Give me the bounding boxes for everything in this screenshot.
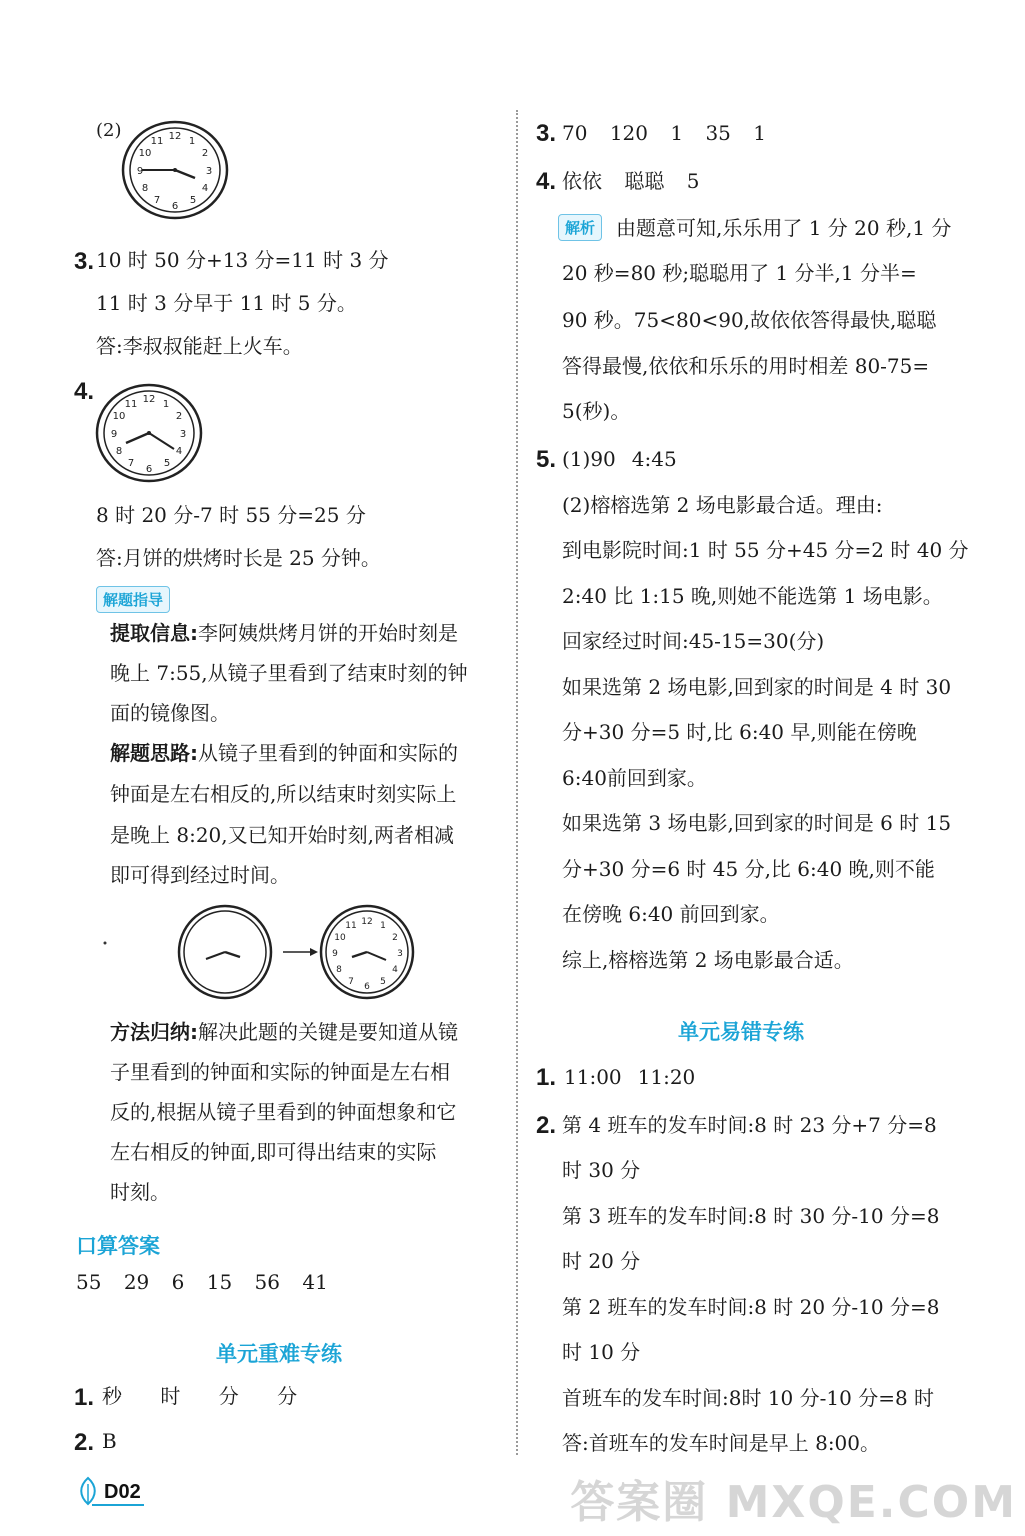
- svg-text:3: 3: [179, 429, 187, 440]
- unit-err-q2-line4: 时 20 分: [562, 1249, 641, 1273]
- svg-text:12: 12: [142, 394, 156, 405]
- column-divider: [516, 110, 518, 1455]
- guide-line2: 晚上 7:55,从镜子里看到了结束时刻的钟: [110, 661, 468, 685]
- r-q5-number: 5.: [536, 446, 557, 473]
- svg-text:5: 5: [189, 195, 197, 206]
- svg-text:2: 2: [392, 933, 398, 943]
- svg-text:7: 7: [127, 458, 135, 469]
- svg-text:10: 10: [112, 411, 126, 422]
- q5-line10: 分+30 分=6 时 45 分,比 6:40 晚,则不能: [562, 857, 935, 881]
- svg-text:3: 3: [205, 166, 213, 177]
- svg-text:2: 2: [201, 148, 209, 159]
- oral-values: 55 29 6 15 56 41: [76, 1270, 328, 1294]
- guide-line1: 提取信息:李阿姨烘烤月饼的开始时刻是: [110, 621, 458, 645]
- unit-err-q2-number: 2.: [536, 1112, 557, 1139]
- unit-err-q1-number: 1.: [536, 1064, 557, 1091]
- oral-title: 口算答案: [76, 1234, 160, 1258]
- q4-line2: 答:月饼的烘烤时长是 25 分钟。: [96, 546, 381, 570]
- mirror-clocks-diagram: [100, 900, 430, 1000]
- svg-text:5: 5: [380, 977, 386, 987]
- r-q3-values: 70 120 1 35 1: [562, 121, 766, 145]
- svg-text:8: 8: [141, 183, 149, 194]
- unit-hard-title: 单元重难专练: [216, 1342, 342, 1366]
- page-number: D02: [104, 1481, 141, 1503]
- analysis-line4: 答得最慢,依依和乐乐的用时相差 80-75=: [562, 354, 930, 378]
- svg-text:3: 3: [397, 949, 403, 959]
- svg-text:7: 7: [348, 977, 354, 987]
- unit-err-q1: 11:00 11:20: [564, 1065, 696, 1089]
- unit-err-q2-line3: 第 3 班车的发车时间:8 时 30 分-10 分=8: [562, 1204, 940, 1228]
- r-q4-values: 依依 聪聪 5: [562, 169, 700, 193]
- q5-line9: 如果选第 3 场电影,回到家的时间是 6 时 15: [562, 811, 952, 835]
- analysis-tag: 解析: [558, 214, 602, 241]
- analysis-line2: 20 秒=80 秒;聪聪用了 1 分半,1 分半=: [562, 261, 917, 285]
- svg-text:8: 8: [336, 965, 342, 975]
- svg-text:12: 12: [168, 131, 182, 142]
- q5-line4: 2:40 比 1:15 晚,则她不能选第 1 场电影。: [562, 584, 943, 608]
- svg-text:9: 9: [136, 166, 144, 177]
- unit-err-q2-line6: 时 10 分: [562, 1340, 641, 1364]
- svg-text:10: 10: [138, 148, 152, 159]
- q3-line2: 11 时 3 分早于 11 时 5 分。: [96, 291, 357, 315]
- guide-line5: 钟面是左右相反的,所以结束时刻实际上: [110, 782, 457, 806]
- clock-q2: [120, 120, 230, 220]
- unit-err-q2-line5: 第 2 班车的发车时间:8 时 20 分-10 分=8: [562, 1295, 940, 1319]
- q5-line2: (2)榕榕选第 2 场电影最合适。理由:: [562, 493, 883, 517]
- guide-line3: 面的镜像图。: [110, 701, 230, 725]
- svg-text:11: 11: [150, 136, 164, 147]
- method-line1: 方法归纳:解决此题的关键是要知道从镜: [110, 1020, 458, 1044]
- r-q4-number: 4.: [536, 168, 557, 195]
- r-q3-number: 3.: [536, 120, 557, 147]
- svg-text:4: 4: [201, 183, 209, 194]
- unit-hard-q1: 秒 时 分 分: [102, 1384, 298, 1408]
- analysis-line5: 5(秒)。: [562, 399, 631, 423]
- unit-hard-q2: B: [102, 1429, 117, 1453]
- q5-line5: 回家经过时间:45-15=30(分): [562, 629, 825, 653]
- svg-text:1: 1: [380, 921, 386, 931]
- q4-number: 4.: [74, 378, 95, 405]
- unit-hard-q2-number: 2.: [74, 1429, 95, 1456]
- svg-text:7: 7: [153, 195, 161, 206]
- unit-err-q2-line8: 答:首班车的发车时间是早上 8:00。: [562, 1431, 881, 1455]
- q3-line1: 10 时 50 分+13 分=11 时 3 分: [96, 248, 389, 272]
- method-line5: 时刻。: [110, 1180, 170, 1204]
- svg-text:1: 1: [162, 399, 170, 410]
- method-line3: 反的,根据从镜子里看到的钟面想象和它: [110, 1100, 457, 1124]
- q5-line6: 如果选第 2 场电影,回到家的时间是 4 时 30: [562, 675, 952, 699]
- analysis-line1: 由题意可知,乐乐用了 1 分 20 秒,1 分: [616, 216, 952, 240]
- guide-tag: 解题指导: [96, 586, 170, 613]
- svg-text:6: 6: [364, 982, 370, 992]
- svg-text:4: 4: [175, 446, 183, 457]
- svg-text:6: 6: [171, 201, 179, 212]
- unit-err-q2-line7: 首班车的发车时间:8时 10 分-10 分=8 时: [562, 1386, 935, 1410]
- watermark: 答案圈 MXQE.COM: [570, 1477, 1017, 1528]
- svg-text:6: 6: [145, 464, 153, 475]
- method-line4: 左右相反的钟面,即可得出结束的实际: [110, 1140, 437, 1164]
- method-line2: 子里看到的钟面和实际的钟面是左右相: [110, 1060, 450, 1084]
- svg-text:8: 8: [115, 446, 123, 457]
- svg-text:9: 9: [110, 429, 118, 440]
- guide-line4: 解题思路:从镜子里看到的钟面和实际的: [110, 741, 458, 765]
- unit-hard-q1-number: 1.: [74, 1384, 95, 1411]
- q3-line3: 答:李叔叔能赶上火车。: [96, 334, 303, 358]
- q5-line12: 综上,榕榕选第 2 场电影最合适。: [562, 948, 854, 972]
- q5-line11: 在傍晚 6:40 前回到家。: [562, 902, 780, 926]
- q5-line8: 6:40前回到家。: [562, 766, 707, 790]
- unit-err-q2-line2: 时 30 分: [562, 1158, 641, 1182]
- svg-text:2: 2: [175, 411, 183, 422]
- svg-text:11: 11: [124, 399, 138, 410]
- unit-err-title: 单元易错专练: [678, 1020, 804, 1044]
- q5-line3: 到电影院时间:1 时 55 分+45 分=2 时 40 分: [562, 538, 969, 562]
- guide-line7: 即可得到经过时间。: [110, 863, 290, 887]
- page-number-underline: [92, 1504, 144, 1506]
- q5-line1: (1)90 4:45: [562, 447, 677, 471]
- svg-text:10: 10: [334, 933, 346, 943]
- clock-q4: [94, 383, 204, 483]
- q2-label: (2): [96, 120, 122, 141]
- unit-err-q2-line1: 第 4 班车的发车时间:8 时 23 分+7 分=8: [562, 1113, 937, 1137]
- svg-text:9: 9: [332, 949, 338, 959]
- svg-text:11: 11: [345, 921, 357, 931]
- svg-text:4: 4: [392, 965, 398, 975]
- q5-line7: 分+30 分=5 时,比 6:40 早,则能在傍晚: [562, 720, 917, 744]
- analysis-line3: 90 秒。75<80<90,故依依答得最快,聪聪: [562, 308, 937, 332]
- svg-text:12: 12: [361, 917, 373, 927]
- svg-text:5: 5: [163, 458, 171, 469]
- q3-number: 3.: [74, 248, 95, 275]
- q4-line1: 8 时 20 分-7 时 55 分=25 分: [96, 503, 366, 527]
- guide-line6: 是晚上 8:20,又已知开始时刻,两者相减: [110, 823, 454, 847]
- svg-text:1: 1: [188, 136, 196, 147]
- leaf-icon: [76, 1476, 100, 1506]
